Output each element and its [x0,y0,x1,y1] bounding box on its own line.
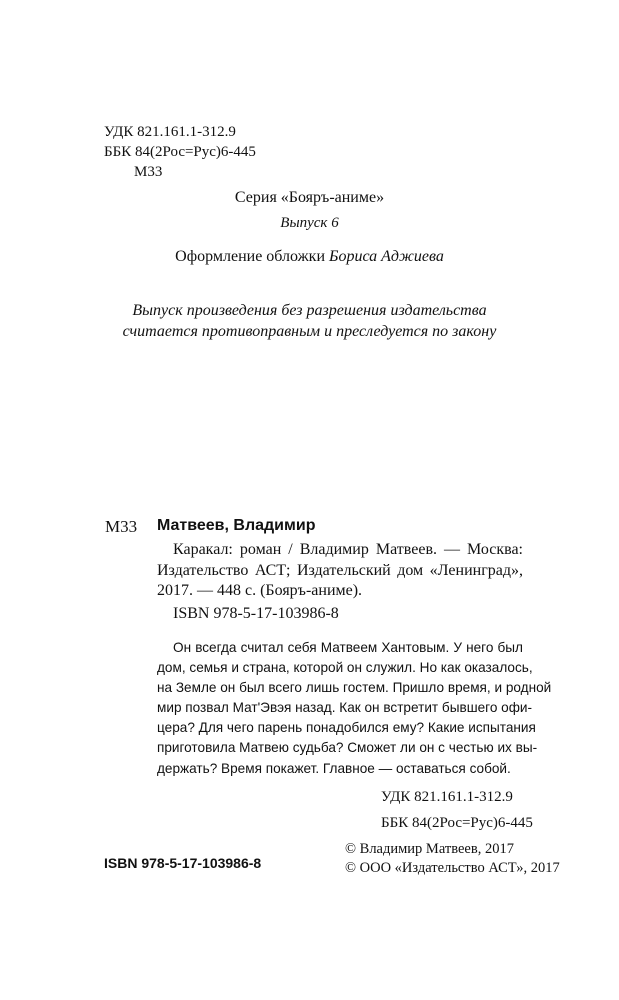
copyright-author: © Владимир Матвеев, 2017 [345,841,514,857]
cover-design-prefix: Оформление обложки [175,248,330,265]
card-description-text: Каракал: роман / Владимир Матвеев. — Москва: Издательство АСТ; Издательский дом «Ленинград», 2017. — 448 с. (Бояръ-аниме). [157,541,523,599]
annotation-line: Он всегда считал себя Матвеем Хантовым. У него был [173,640,523,655]
card-isbn: ISBN 978-5-17-103986-8 [173,605,339,622]
card-annotation [157,638,552,779]
copyright-publisher: © ООО «Издательство АСТ», 2017 [345,860,560,876]
legal-notice-line-2: считается противоправным и преследуется по закону [122,323,497,340]
card-bibliographic-description [157,540,523,602]
top-author-code: М33 [134,164,163,180]
card-author-code: М33 [105,517,138,536]
cover-design-artist: Бориса Аджиева [329,248,444,265]
footer-isbn: ISBN 978-5-17-103986-8 [104,855,262,871]
annotation-line: приготовила Матвею судьба? Сможет ли он с честью их вы- [157,740,538,756]
card-author-name: Матвеев, Владимир [157,517,316,534]
cover-design-credit [0,247,619,267]
legal-notice-line-1: Выпуск произведения без разрешения издательства [132,302,487,319]
series-issue: Выпуск 6 [280,215,339,231]
series-name: Серия «Бояръ-аниме» [234,189,385,206]
top-bbk: ББК 84(2Рос=Рус)6-445 [104,144,256,160]
top-udk: УДК 821.161.1-312.9 [104,124,236,140]
card-bbk: ББК 84(2Рос=Рус)6-445 [381,815,533,831]
annotation-line: цера? Для чего парень понадобился ему? Какие испытания [157,720,536,736]
copyright-block [345,840,560,878]
annotation-line: дом, семья и страна, которой он служил. Но как оказалось, [157,660,533,676]
annotation-line: мир позвал Мат'Эвэя назад. Как он встретит бывшего офи- [157,700,533,716]
card-classification-block [381,784,533,836]
legal-notice [0,300,619,342]
annotation-line: держать? Время покажет. Главное — оставаться собой. [157,760,511,776]
annotation-line: на Земле он был всего лишь гостем. Пришло время, и родной [157,680,552,696]
card-udk: УДК 821.161.1-312.9 [381,789,513,805]
top-classification-block [104,122,256,182]
